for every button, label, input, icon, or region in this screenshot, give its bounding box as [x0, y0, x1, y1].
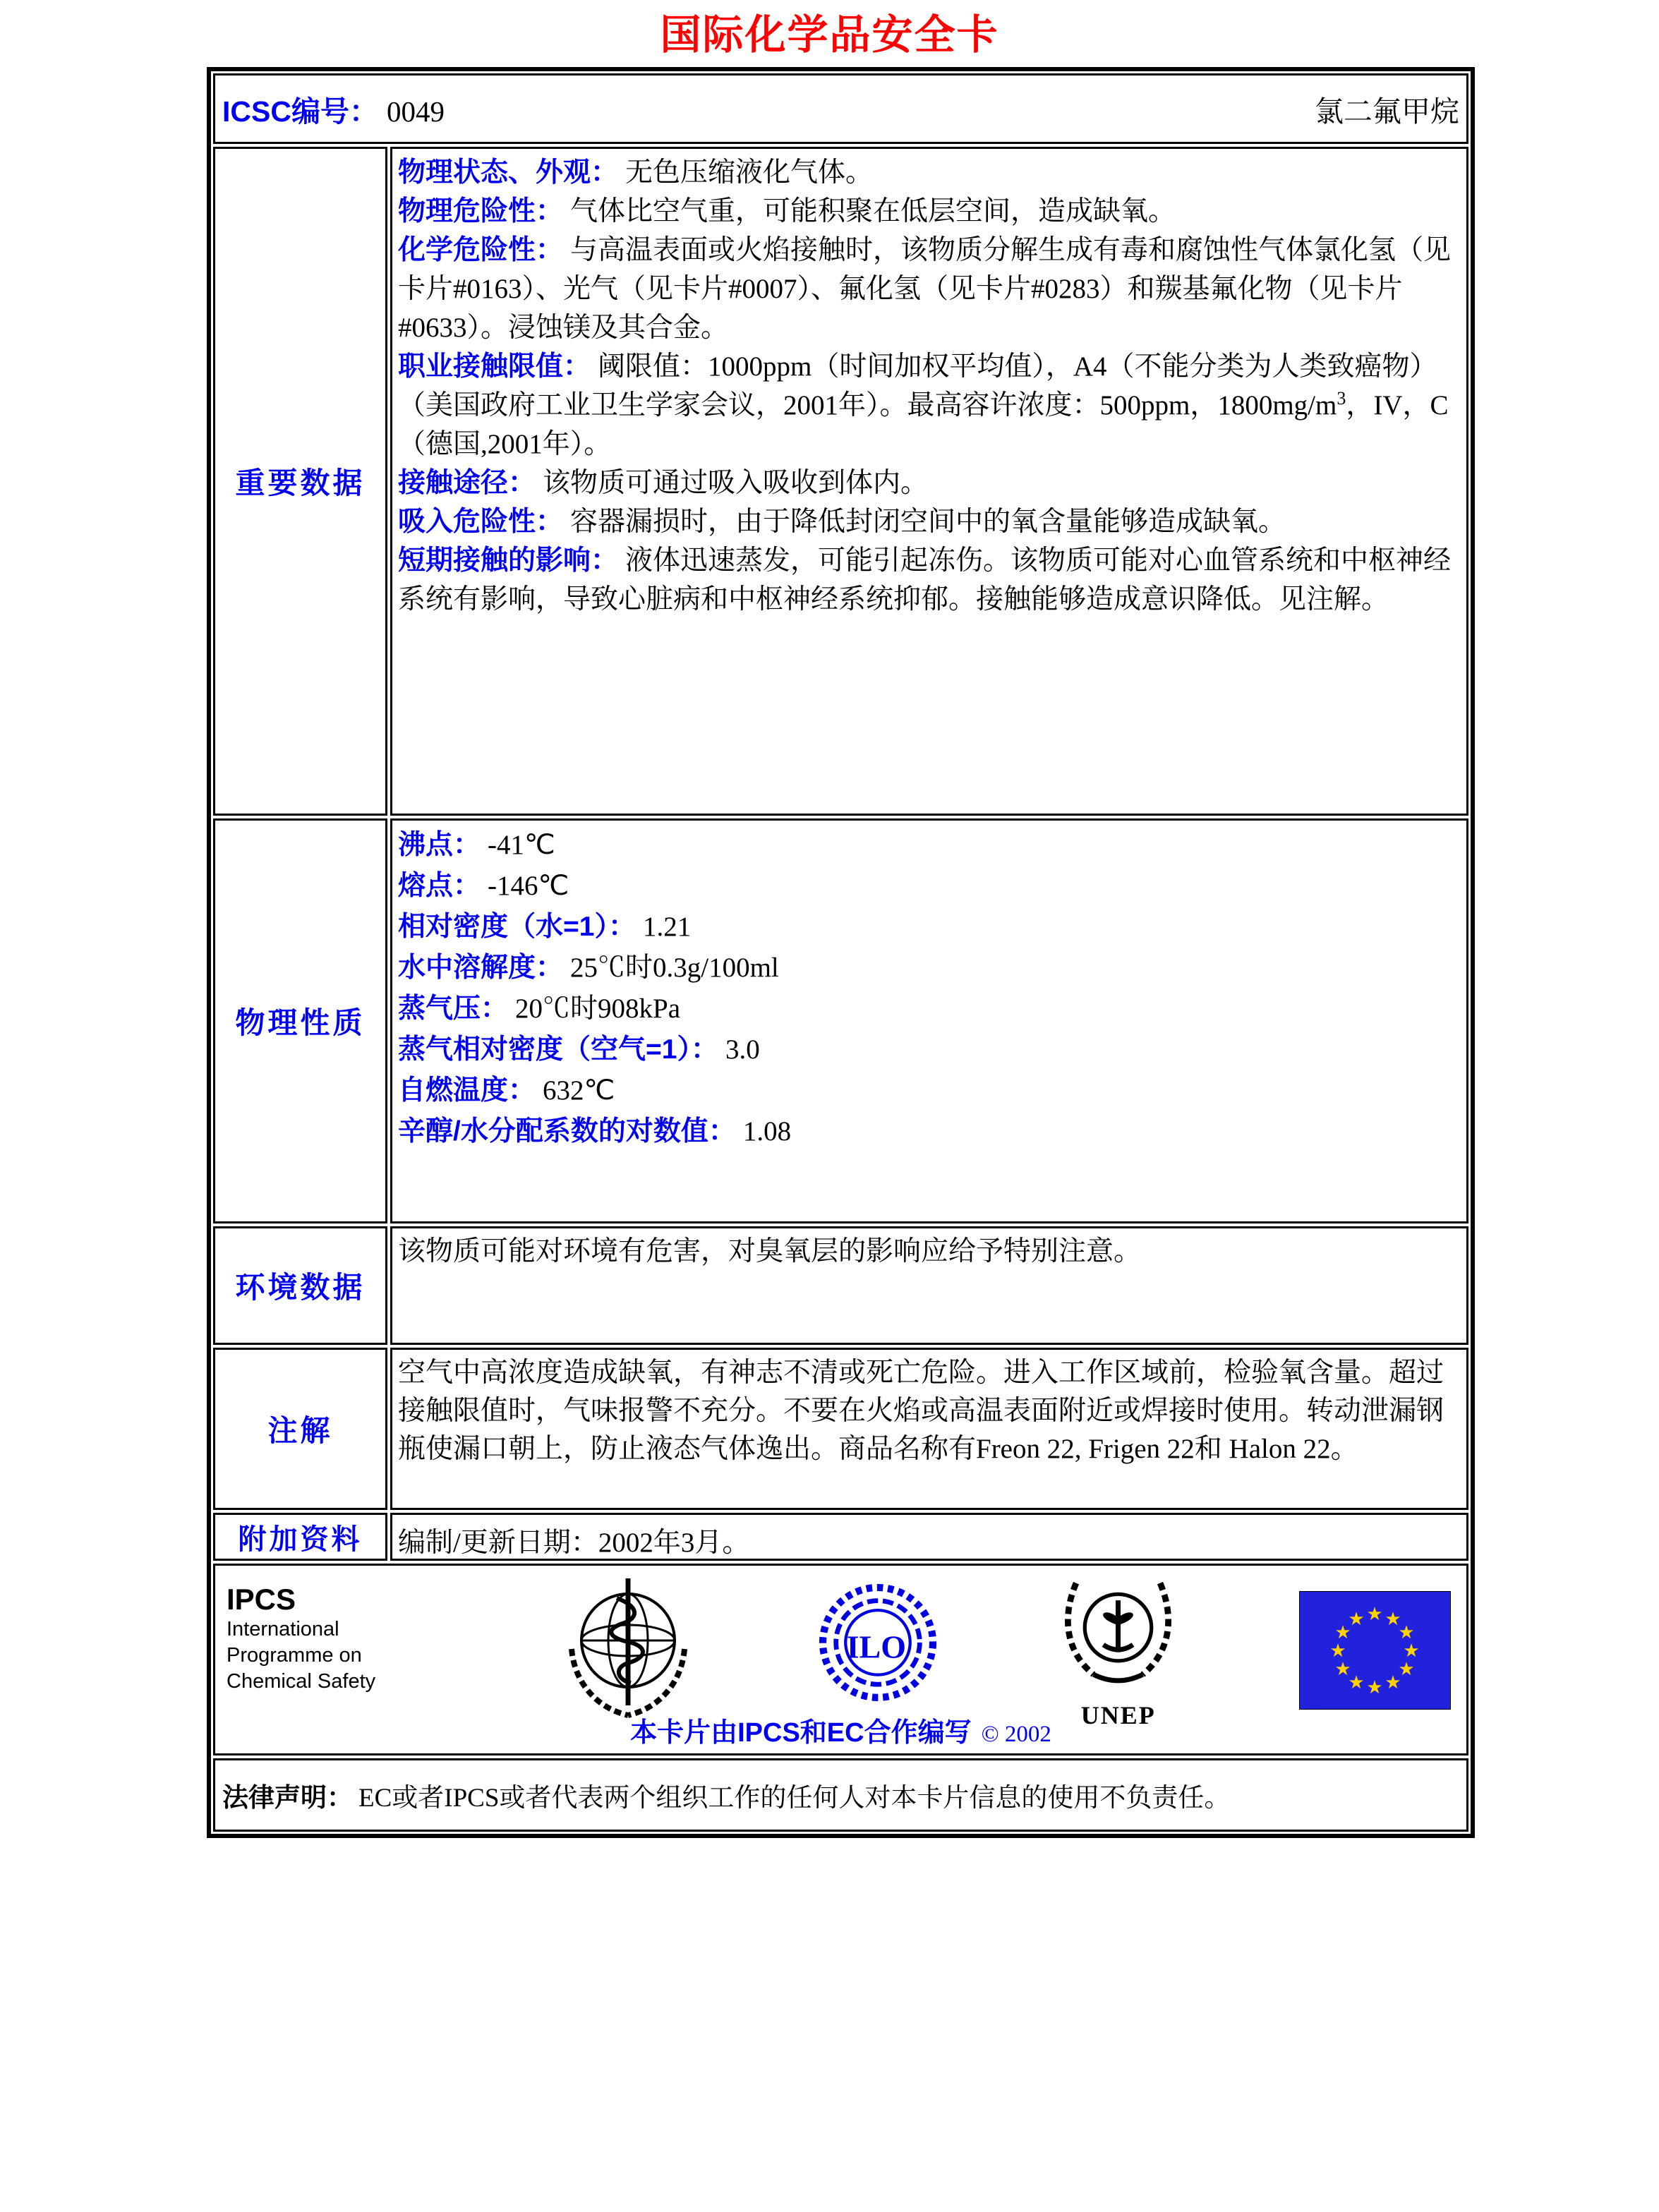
- footer-caption: [215, 1710, 1466, 1749]
- ilo-label: ILO: [846, 1628, 906, 1664]
- item-label: 短期接触的影响：: [398, 545, 619, 576]
- property-line: [398, 948, 1461, 989]
- legal-row: [213, 1758, 1468, 1832]
- property-line: [398, 1111, 1461, 1152]
- section-label-environmental-data: [213, 1226, 387, 1345]
- important-item: [398, 541, 1461, 619]
- property-label: 熔点：: [398, 871, 481, 901]
- property-line: [398, 989, 1461, 1029]
- section-title: 附加资料: [238, 1523, 363, 1555]
- who-logo-icon: [557, 1576, 699, 1729]
- important-item: [398, 231, 1461, 347]
- additional-info-text: 编制/更新日期：2002年3月。: [398, 1528, 750, 1558]
- logos-cell: [213, 1564, 1468, 1755]
- item-text: 阈限值：1000ppm（时间加权平均值），A4（不能分类为人类致癌物）（美国政府工业卫生学家会议，2001年）。最高容许浓度：500ppm，1800mg/m: [398, 351, 1437, 421]
- item-label: 接触途径：: [398, 468, 536, 498]
- section-row-important-data: [213, 147, 1468, 816]
- icsc-number-label: ICSC编号：: [222, 95, 378, 128]
- environment-text: 该物质可能对环境有危害，对臭氧层的影响应给予特别注意。: [398, 1236, 1142, 1267]
- property-value: -146℃: [488, 871, 569, 901]
- notes-text: 空气中高浓度造成缺氧，有神志不清或死亡危险。进入工作区域前，检验氧含量。超过接触限值时，气味报警不充分。不要在火焰或高温表面附近或焊接时使用。转动泄漏钢瓶使漏口朝上，防止液态气体逸出。商品名称有Freon 22, Frigen 22和 Halon 22。: [398, 1358, 1444, 1464]
- property-label: 蒸气压：: [398, 993, 509, 1024]
- important-item: [398, 153, 1461, 192]
- logos-row: [213, 1564, 1468, 1755]
- ilo-logo-icon: [818, 1576, 938, 1720]
- eu-flag-icon: [1299, 1576, 1451, 1713]
- property-value: 632℃: [543, 1075, 615, 1106]
- important-item: [398, 192, 1461, 231]
- page-title: 国际化学品安全卡: [660, 12, 999, 58]
- property-line: [398, 866, 1461, 907]
- section-title: 物理性质: [235, 1006, 366, 1039]
- svg-text:★: ★: [1329, 1640, 1346, 1662]
- icsc-number-value: 0049: [386, 95, 445, 128]
- item-text: 容器漏损时，由于降低封闭空间中的氧含量能够造成缺氧。: [570, 507, 1286, 537]
- unep-label: UNEP: [1080, 1701, 1156, 1729]
- ipcs-title: IPCS: [227, 1583, 296, 1616]
- item-text: ，IV，C（德国,2001年）。: [398, 390, 1449, 459]
- legal-text: EC或者IPCS或者代表两个组织工作的任何人对本卡片信息的使用不负责任。: [358, 1784, 1231, 1813]
- ipcs-block: [227, 1576, 438, 1695]
- item-label: 物理危险性：: [398, 196, 564, 226]
- property-label: 沸点：: [398, 830, 481, 860]
- header-row: [213, 73, 1468, 144]
- item-text: 液体迅速蒸发，可能引起冻伤。该物质可能对心血管系统和中枢神经系统有影响，导致心脏病和中枢神经系统抑郁。接触能够造成意识降低。见注解。: [398, 545, 1452, 615]
- svg-text:★: ★: [1403, 1640, 1420, 1662]
- item-text: 无色压缩液化气体。: [625, 157, 874, 188]
- property-value: 25℃时0.3g/100ml: [570, 953, 779, 983]
- section-label-important-data: [213, 147, 387, 816]
- item-label: 化学危险性：: [398, 235, 564, 265]
- chemical-name: 氯二氟甲烷: [1315, 95, 1459, 128]
- icsc-number-group: [222, 88, 445, 130]
- svg-text:★: ★: [1334, 1659, 1351, 1680]
- copyright-text: © 2002: [981, 1722, 1051, 1747]
- ipcs-subtitle-line: International: [227, 1618, 339, 1640]
- section-content-physical-properties: [390, 818, 1468, 1223]
- section-title: 重要数据: [235, 466, 366, 500]
- icsc-card-table: [207, 67, 1475, 1838]
- property-value: 1.08: [742, 1116, 792, 1147]
- section-row-environmental-data: [213, 1226, 1468, 1345]
- item-text: 该物质可通过吸入吸收到体内。: [543, 468, 929, 498]
- section-row-notes: [213, 1348, 1468, 1510]
- important-item: [398, 502, 1461, 541]
- important-item: [398, 347, 1461, 464]
- section-content-notes: [390, 1348, 1468, 1510]
- section-title: 环境数据: [235, 1271, 366, 1304]
- svg-text:★: ★: [1398, 1659, 1415, 1680]
- section-label-additional-info: [213, 1513, 387, 1561]
- svg-text:★: ★: [1348, 1672, 1365, 1693]
- property-label: 自燃温度：: [398, 1075, 536, 1106]
- svg-text:★: ★: [1384, 1609, 1401, 1630]
- svg-text:★: ★: [1334, 1622, 1351, 1643]
- legal-label: 法律声明：: [222, 1783, 353, 1812]
- item-text: 与高温表面或火焰接触时，该物质分解生成有毒和腐蚀性气体氯化氢（见卡片#0163）、光气（见卡片#0007）、氟化氢（见卡片#0283）和羰基氟化物（见卡片#0633）。浸蚀镁及其合金。: [398, 235, 1452, 343]
- item-text: 气体比空气重，可能积聚在低层空间，造成缺氧。: [570, 196, 1176, 226]
- unep-logo-icon: [1056, 1576, 1180, 1730]
- svg-text:★: ★: [1348, 1609, 1365, 1630]
- section-content-additional-info: [390, 1513, 1468, 1561]
- svg-text:★: ★: [1398, 1622, 1415, 1643]
- property-label: 辛醇/水分配系数的对数值：: [398, 1116, 736, 1147]
- section-row-additional-info: [213, 1513, 1468, 1561]
- section-label-physical-properties: [213, 818, 387, 1223]
- item-label: 职业接触限值：: [398, 351, 591, 382]
- section-row-physical-properties: [213, 818, 1468, 1223]
- property-value: 1.21: [642, 912, 692, 942]
- caption-text: 本卡片由IPCS和EC合作编写: [630, 1718, 972, 1748]
- property-label: 相对密度（水=1）：: [398, 912, 636, 942]
- ipcs-subtitle-line: Programme on: [227, 1644, 362, 1667]
- property-label: 蒸气相对密度（空气=1）：: [398, 1034, 718, 1065]
- property-line: [398, 907, 1461, 948]
- property-line: [398, 1029, 1461, 1070]
- property-value: 20℃时908kPa: [515, 993, 681, 1024]
- legal-cell: [213, 1758, 1468, 1832]
- important-item: [398, 464, 1461, 502]
- property-line: [398, 825, 1461, 866]
- property-label: 水中溶解度：: [398, 953, 564, 983]
- property-line: [398, 1070, 1461, 1111]
- property-value: 3.0: [725, 1034, 760, 1065]
- svg-text:★: ★: [1384, 1672, 1401, 1693]
- property-value: -41℃: [488, 830, 555, 860]
- svg-text:★: ★: [1366, 1677, 1383, 1698]
- section-title: 注解: [267, 1414, 333, 1447]
- item-label: 物理状态、外观：: [398, 157, 619, 188]
- section-label-notes: [213, 1348, 387, 1510]
- ipcs-subtitle-line: Chemical Safety: [227, 1670, 376, 1693]
- section-content-important-data: [390, 147, 1468, 816]
- item-label: 吸入危险性：: [398, 507, 564, 537]
- header-cell: [213, 73, 1468, 144]
- svg-text:★: ★: [1366, 1604, 1383, 1625]
- superscript: 3: [1337, 388, 1346, 409]
- section-content-environmental-data: [390, 1226, 1468, 1345]
- logos-strip: [227, 1576, 1451, 1730]
